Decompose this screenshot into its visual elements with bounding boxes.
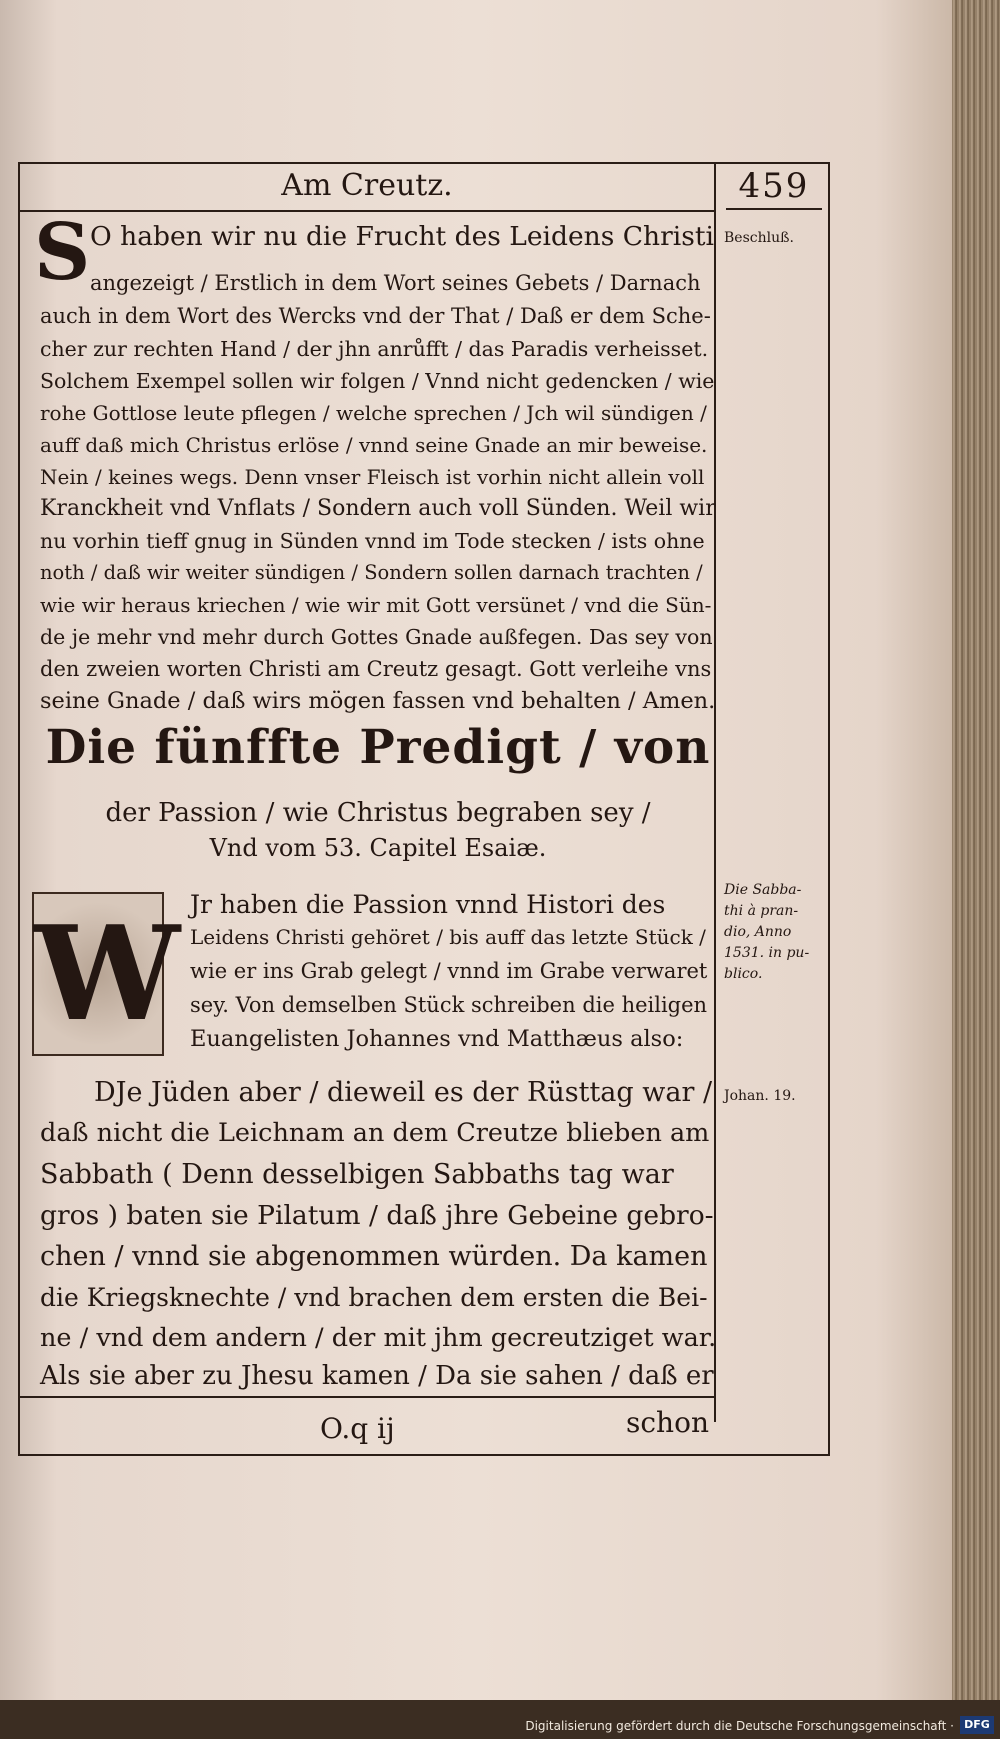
text-line: gros ) baten sie Pilatum / daß jhre Gebeine gebro- (40, 1200, 714, 1231)
text-line: Als sie aber zu Jhesu kamen / Da sie sahen / daß er (40, 1361, 714, 1391)
header-rule (20, 210, 714, 212)
text-line: rohe Gottlose leute pflegen / welche sprechen / Jch wil sündigen / (40, 401, 707, 425)
text-line: Nein / keines wegs. Denn vnser Fleisch ist vorhin nicht allein voll (40, 465, 705, 489)
margin-note-sabbath-1: Die Sabba- (724, 882, 802, 898)
margin-note-sabbath-2: thi à pran- (724, 903, 799, 919)
text-line: cher zur rechten Hand / der jhn anrůfft / das Paradis verheisset. (40, 337, 709, 361)
text-line: wie er ins Grab gelegt / vnnd im Grabe verwaret (190, 959, 708, 983)
text-line: O haben wir nu die Frucht des Leidens Christi (90, 221, 714, 252)
margin-note-beschluss: Beschluß. (724, 230, 794, 246)
text-line: noth / daß wir weiter sündigen / Sondern sollen darnach trachten / (40, 561, 703, 584)
text-line: wie wir heraus kriechen / wie wir mit Gott versünet / vnd die Sün- (40, 593, 712, 617)
page-edges (952, 0, 1000, 1700)
page-number: 459 (738, 166, 810, 206)
text-line: Sabbath ( Denn desselbigen Sabbaths tag war (40, 1159, 674, 1190)
text-line: daß nicht die Leichnam an dem Creutze blieben am (40, 1118, 710, 1148)
text-line: den zweien worten Christi am Creutz gesagt. Gott verleihe vns (40, 657, 712, 681)
margin-note-sabbath-3: dio, Anno (724, 924, 792, 940)
digitization-credit: Digitalisierung gefördert durch die Deutsche Forschungsgemeinschaft · (525, 1719, 954, 1733)
margin-note-sabbath-5: blico. (724, 966, 763, 982)
text-line: seine Gnade / daß wirs mögen fassen vnd behalten / Amen. (40, 688, 716, 714)
running-head: Am Creutz. (281, 168, 453, 203)
text-line: auff daß mich Christus erlöse / vnnd seine Gnade an mir beweise. (40, 433, 708, 457)
text-line: de je mehr vnd mehr durch Gottes Gnade außfegen. Das sey von (40, 625, 713, 649)
text-line: Leidens Christi gehöret / bis auff das letzte Stück / (190, 925, 706, 949)
sermon-subtitle-2: Vnd vom 53. Capitel Esaiæ. (209, 834, 547, 862)
sermon-title: Die fünffte Predigt / von (45, 720, 711, 775)
catchword: schon (626, 1406, 709, 1439)
margin-note-johan: Johan. 19. (724, 1088, 796, 1104)
dropcap-s: S (34, 207, 91, 298)
text-line: Jr haben die Passion vnnd Histori des (190, 890, 666, 919)
ornamental-dropcap-w: W (32, 892, 164, 1056)
dfg-logo: DFG (960, 1716, 994, 1734)
text-line: auch in dem Wort des Wercks vnd der That / Daß er dem Sche- (40, 304, 711, 328)
text-line: Euangelisten Johannes vnd Matthæus also: (190, 1026, 684, 1052)
text-line: die Kriegsknechte / vnd brachen dem ersten die Bei- (40, 1283, 708, 1312)
text-line: ne / vnd dem andern / der mit jhm gecreutziget war. (40, 1323, 717, 1353)
signature-mark: O.q ij (320, 1412, 395, 1445)
text-line: Kranckheit vnd Vnflats / Sondern auch voll Sünden. Weil wir (40, 496, 716, 521)
margin-note-sabbath-4: 1531. in pu- (724, 945, 810, 961)
sermon-subtitle: der Passion / wie Christus begraben sey / (105, 798, 651, 828)
text-line: sey. Von demselben Stück schreiben die heiligen (190, 993, 708, 1017)
text-line: angezeigt / Erstlich in dem Wort seines Gebets / Darnach (90, 271, 701, 295)
text-line: chen / vnnd sie abgenommen würden. Da kamen (40, 1241, 708, 1272)
text-line: Solchem Exempel sollen wir folgen / Vnnd nicht gedencken / wie (40, 369, 715, 393)
text-line: DJe Jüden aber / dieweil es der Rüsttag war / (94, 1077, 713, 1108)
text-line: nu vorhin tieff gnug in Sünden vnnd im Tode stecken / ists ohne (40, 529, 705, 553)
